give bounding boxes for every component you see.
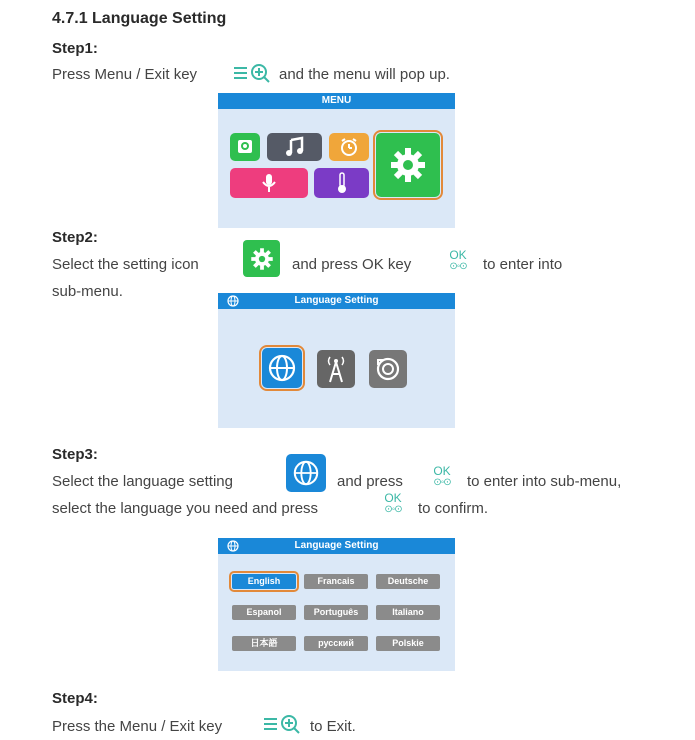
settings-gear-icon[interactable] (376, 133, 440, 197)
language-option-russian[interactable]: русский (304, 636, 368, 651)
language-option-deutsche[interactable]: Deutsche (376, 574, 440, 589)
step3-text-b: and press (337, 473, 403, 490)
step2-label: Step2: (52, 229, 98, 246)
step3-label: Step3: (52, 446, 98, 463)
microphone-icon (230, 168, 308, 198)
thermometer-icon (314, 168, 369, 198)
menu-screen-title: MENU (218, 93, 455, 109)
step4-label: Step4: (52, 690, 98, 707)
section-title: 4.7.1 Language Setting (52, 10, 227, 27)
ok-key-icon: OK ⊙◦⊙ (378, 493, 408, 515)
step2-text-c: to enter into (483, 256, 563, 273)
music-icon (267, 133, 322, 161)
ok-key-icon: OK ⊙◦⊙ (443, 250, 473, 272)
step4-text-after: to Exit. (310, 718, 356, 735)
step3-text-d: select the language you need and press (52, 500, 319, 517)
step3-text-a: Select the language setting (52, 473, 233, 490)
language-option-portugues[interactable]: Português (304, 605, 368, 620)
step4-text-before: Press the Menu / Exit key (52, 718, 223, 735)
language-option-espanol[interactable]: Espanol (232, 605, 296, 620)
language-setting-title-bar-2 (218, 538, 455, 554)
language-option-english[interactable]: English (232, 574, 296, 589)
globe-icon[interactable] (262, 348, 302, 388)
ok-key-icon: OK ⊙◦⊙ (427, 466, 457, 488)
menu-exit-key-icon (262, 713, 302, 740)
step1-label: Step1: (52, 40, 98, 57)
step1-text-before: Press Menu / Exit key (52, 66, 198, 83)
menu-exit-key-icon (232, 62, 272, 89)
step2-text-a: Select the setting icon (52, 256, 199, 273)
step1-text-after: and the menu will pop up. (279, 66, 450, 83)
globe-small-icon (227, 295, 239, 313)
step3-text-c: to enter into sub-menu, (467, 473, 622, 490)
language-setting-title: Language Setting (294, 540, 379, 551)
language-option-japanese[interactable]: 日本語 (232, 636, 296, 651)
reset-icon (369, 350, 407, 388)
language-option-polskie[interactable]: Polskie (376, 636, 440, 651)
step3-text-e: to confirm. (418, 500, 489, 517)
ok-key-label: OK (384, 491, 402, 505)
alarm-clock-icon (329, 133, 369, 161)
step2-text-b: and press OK key (292, 256, 412, 273)
globe-small-icon (227, 540, 239, 558)
menu-screen (218, 93, 455, 228)
camera-icon (230, 133, 260, 161)
antenna-icon (317, 350, 355, 388)
ok-key-label: OK (433, 464, 451, 478)
language-setting-title-bar (218, 293, 455, 309)
language-setting-screen-2 (218, 538, 455, 671)
language-setting-screen-1 (218, 293, 455, 428)
ok-key-label: OK (449, 248, 467, 262)
language-setting-title: Language Setting (294, 295, 379, 306)
globe-icon-inline (286, 454, 326, 492)
language-option-italiano[interactable]: Italiano (376, 605, 440, 620)
language-option-francais[interactable]: Francais (304, 574, 368, 589)
settings-icon-inline (243, 240, 280, 277)
step2-text-d: sub-menu. (52, 283, 123, 300)
